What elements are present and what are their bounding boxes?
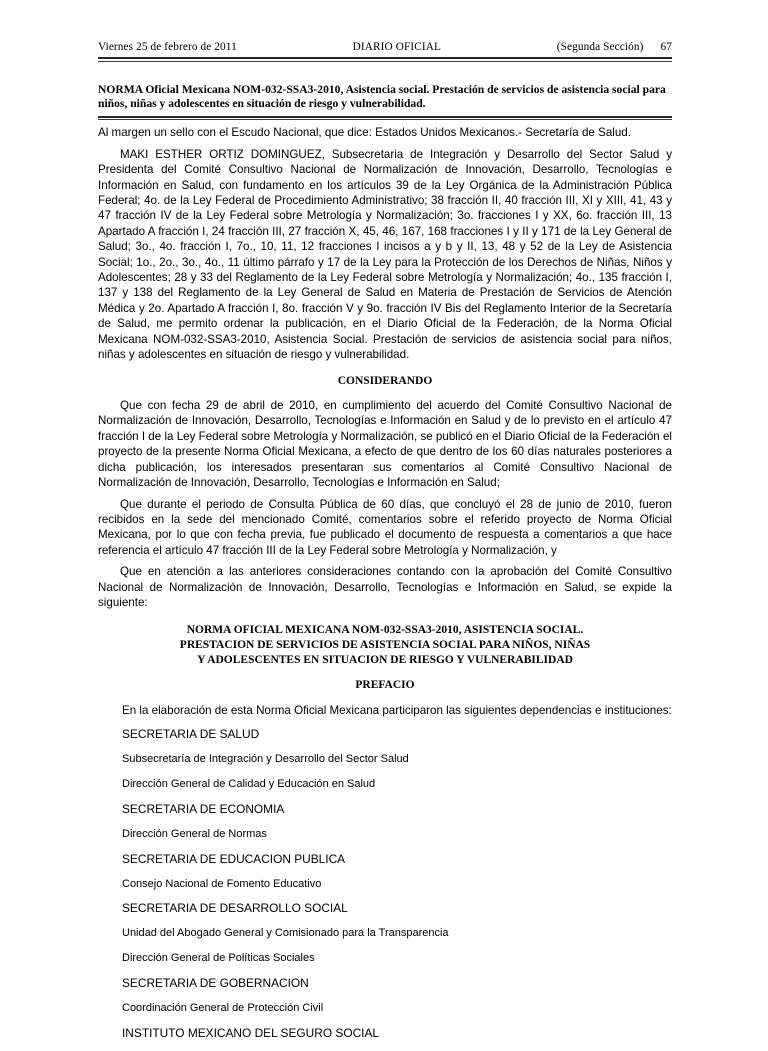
- prefacio-heading: PREFACIO: [355, 679, 415, 692]
- page-content: [98, 40, 672, 1051]
- header-section: (Segunda Sección): [556, 41, 644, 53]
- prefacio-intro-text: En la elaboración de esta Norma Oficial Mexicana participaron las siguientes dependencias e instituciones:: [122, 703, 672, 717]
- list-item: SECRETARIA DE ECONOMIA: [122, 801, 285, 816]
- participating-institutions-list: [98, 727, 672, 1041]
- considerando-paragraph-2: Que durante el periodo de Consulta Pública de 60 días, que concluyó el 28 de junio de 2010, fueron recibidos en la sede del mencionado Comité, comentarios sobre el referido proyecto de Norma Oficial Mexicana, por lo que con fecha previa, fue publicado el documento de respuesta a comentarios a que hace referencia el artículo 47 fracción III de la Ley Federal sobre Metrología y Normalización, y: [98, 497, 672, 557]
- preamble-paragraph: MAKI ESTHER ORTIZ DOMINGUEZ, Subsecretaria de Integración y Desarrollo del Sector Salud y Presidenta del Comité Consultivo Nacional de Normalización de Innovación, Desarrollo, Tecnologías e Información en Salud, con fundamento en los artículos 39 de la Ley Orgánica de la Administración Pública Federal; 4o. de la Ley Federal de Procedimiento Administrativo; 38 fracción II, 40 fracción III, XI y XIII, 41, 43 y 47 fracción IV de la Ley Federal sobre Metrología y Normalización; 3o. fracciones I y XX, 6o. fracción III, 13 Apartado A fracción I, 24 fracción III, 27 fracción X, 45, 46, 167, 168 fracciones I y II y 171 de la Ley General de Salud; 3o., 4o. fracción I, 7o., 10, 11, 12 fracciones I incisos a y b y II, 13, 48 y 52 de la Ley de Asistencia Social; 1o., 2o., 3o., 4o., 11 último párrafo y 17 de la Ley para la Protección de los Derechos de Niñas, Niños y Adolescentes; 28 y 33 del Reglamento de la Ley Federal sobre Metrología y Normalización; 4o., 135 fracción I, 137 y 138 del Reglamento de la Ley General de Salud en Materia de Prestación de Servicios de Atención Médica y 2o. Apartado A fracción I, 8o. fracción V y 9o. fracción IV Bis del Reglamento Interior de la Secretaría de Salud, me permito ordenar la publicación, en el Diario Oficial de la Federación, de la Norma Oficial Mexicana NOM-032-SSA3-2010, Asistencia Social. Prestación de servicios de asistencia social para niños, niñas y adolescentes en situación de riesgo y vulnerabilidad.: [98, 147, 672, 362]
- standard-title-line-1: NORMA OFICIAL MEXICANA NOM-032-SSA3-2010, ASISTENCIA SOCIAL.: [186, 624, 584, 637]
- list-item: Dirección General de Normas: [122, 827, 267, 840]
- header-date: Viernes 25 de febrero de 2011: [98, 41, 237, 53]
- considerando-paragraph-3: Que en atención a las anteriores consideraciones contando con la aprobación del Comité Consultivo Nacional de Normalización de Innovación, Desarrollo, Tecnologías e Información en Salud, se expide la siguiente:: [98, 565, 672, 609]
- seal-statement: Al margen un sello con el Escudo Nacional, que dice: Estados Unidos Mexicanos.- Secretaría de Salud.: [98, 126, 631, 140]
- list-item: SECRETARIA DE EDUCACION PUBLICA: [122, 851, 346, 866]
- header-publication-title: DIARIO OFICIAL: [352, 41, 441, 53]
- running-header: [98, 40, 672, 54]
- norm-title: NORMA Oficial Mexicana NOM-032-SSA3-2010, Asistencia social. Prestación de servicios de asistencia social para niños, niñas y adolescentes en situación de riesgo y vulnerabilidad.: [98, 82, 666, 111]
- list-item: Unidad del Abogado General y Comisionado para la Transparencia: [122, 927, 449, 940]
- header-divider-rule: [98, 57, 672, 62]
- standard-title-line-3: Y ADOLESCENTES EN SITUACION DE RIESGO Y VULNERABILIDAD: [197, 653, 573, 666]
- considerando-paragraph-1: Que con fecha 29 de abril de 2010, en cumplimiento del acuerdo del Comité Consultivo Nacional de Normalización de Innovación, Desarrollo, Tecnologías e Información en Salud y de lo previsto en el artículo 47 fracción I de la Ley Federal sobre Metrología y Normalización, se publicó en el Diario Oficial de la Federación el proyecto de la presente Norma Oficial Mexicana, a efecto de que dentro de los 60 días naturales posteriores a dicha publicación, los interesados presentaran sus comentarios al Comité Consultivo Nacional de Normalización de Innovación, Desarrollo, Tecnologías e Información en Salud;: [98, 399, 672, 490]
- header-page-number: 67: [660, 41, 672, 53]
- header-section-and-page: [557, 40, 672, 54]
- list-item: Dirección General de Políticas Sociales: [122, 952, 315, 965]
- list-item: INSTITUTO MEXICANO DEL SEGURO SOCIAL: [122, 1026, 380, 1040]
- considerando-heading: CONSIDERANDO: [337, 375, 433, 388]
- title-divider-rule: [98, 116, 672, 121]
- standard-title-line-2: PRESTACION DE SERVICIOS DE ASISTENCIA SOCIAL PARA NIÑOS, NIÑAS: [179, 638, 591, 651]
- list-item: Coordinación General de Protección Civil: [122, 1002, 324, 1015]
- standard-title-block: [98, 623, 672, 667]
- list-item: SECRETARIA DE SALUD: [122, 727, 260, 742]
- list-item: Consejo Nacional de Fomento Educativo: [122, 877, 322, 890]
- list-item: Subsecretaría de Integración y Desarrollo del Sector Salud: [122, 753, 409, 766]
- list-item: SECRETARIA DE DESARROLLO SOCIAL: [122, 901, 348, 916]
- list-item: SECRETARIA DE GOBERNACION: [122, 976, 309, 991]
- list-item: Dirección General de Calidad y Educación en Salud: [122, 777, 376, 790]
